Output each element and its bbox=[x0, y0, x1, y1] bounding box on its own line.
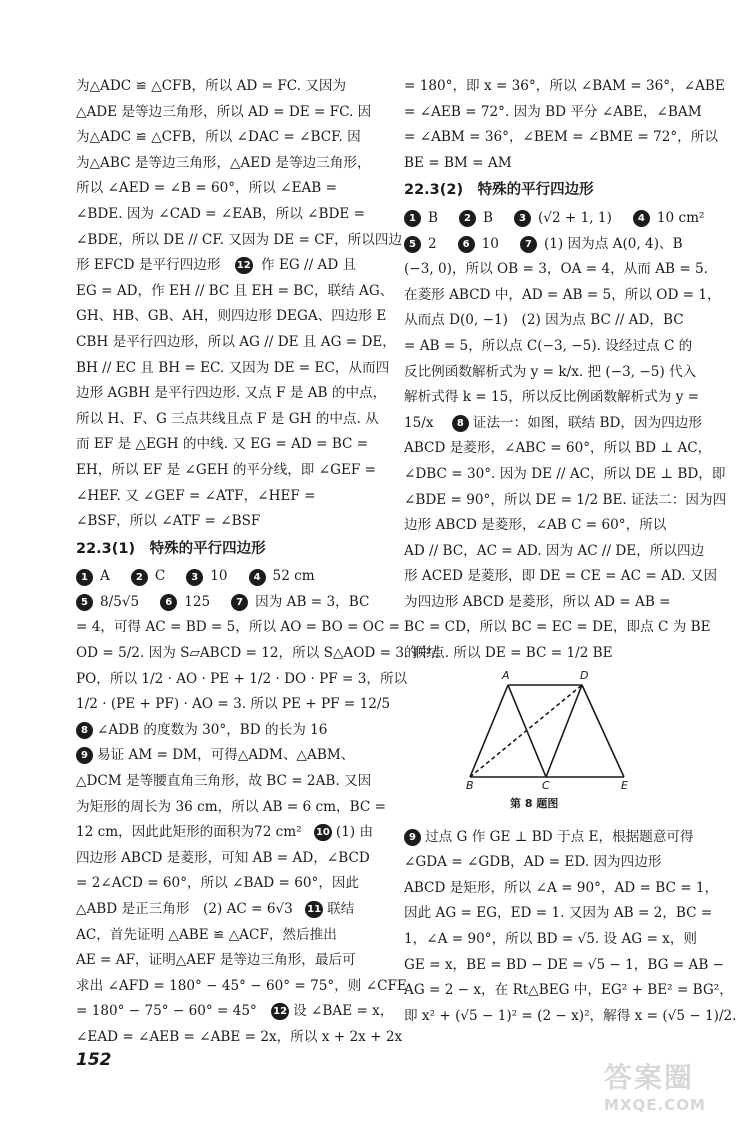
segment-bd-dashed bbox=[470, 685, 582, 777]
text-line: CBH 是平行四边形，所以 AG // DE 且 AG = DE， bbox=[76, 333, 396, 350]
question-number-badge: 6 bbox=[160, 594, 177, 611]
text-line: 为矩形的周长为 36 cm，所以 AB = 6 cm，BC = bbox=[76, 798, 386, 815]
text-line: = 180°，即 x = 36°，所以 ∠BAM = 36°，∠ABE bbox=[404, 78, 725, 94]
question-number-badge: 4 bbox=[249, 569, 266, 586]
answer-row bbox=[76, 564, 376, 590]
text-line: 1/2 · (PE + PF) · AO = 3. 所以 PE + PF = 12/5 bbox=[76, 696, 391, 713]
answer-value: (√2 + 1, 1) bbox=[538, 209, 612, 226]
answer-value: 52 cm bbox=[272, 568, 315, 585]
text-line: ∠BSF，所以 ∠ATF = ∠BSF bbox=[76, 513, 261, 530]
answer-value: 125 bbox=[184, 593, 211, 610]
text-line: 在菱形 ABCD 中，AD = AB = 5，所以 OD = 1， bbox=[404, 286, 721, 303]
answer-value: C bbox=[154, 568, 166, 585]
answer-row bbox=[404, 232, 704, 258]
text-line: 9 过点 G 作 GE ⊥ BD 于点 E，根据题意可得 bbox=[404, 825, 704, 851]
answer-text: 因为 AB = 3，BC bbox=[255, 593, 370, 610]
text-line: AC，首先证明 △ABE ≌ △ACF，然后推出 bbox=[76, 926, 337, 943]
text-line: 求出 ∠AFD = 180° − 45° − 60° = 75°，则 ∠CFE bbox=[76, 977, 407, 994]
question-number-badge: 9 bbox=[404, 829, 421, 846]
text-line: = ∠ABM = 36°，∠BEM = ∠BME = 72°，所以 bbox=[404, 129, 718, 146]
question-number-badge: 2 bbox=[131, 569, 148, 586]
question-number-badge: 2 bbox=[459, 210, 476, 227]
text-line: △ADE 是等边三角形，所以 AD = DE = FC. 因 bbox=[76, 103, 372, 120]
text-line: 而 EF 是 △EGH 的中线. 又 EG = AD = BC = bbox=[76, 436, 369, 453]
text-line: 因此 AG = EG，ED = 1. 又因为 AB = 2，BC = bbox=[404, 905, 713, 922]
point-label: C bbox=[542, 778, 550, 792]
text-line: 为四边形 ABCD 是菱形，所以 AD = AB = bbox=[404, 593, 671, 610]
question-number-badge: 12 bbox=[235, 257, 253, 274]
question-number-badge: 3 bbox=[514, 210, 531, 227]
text-line: AE = AF，证明△AEF 是等边三角形，最后可 bbox=[76, 952, 356, 969]
text-line: 8 ∠ADB 的度数为 30°，BD 的长为 16 bbox=[76, 718, 376, 744]
point-label: E bbox=[621, 778, 628, 792]
geometry-figure bbox=[466, 668, 646, 815]
text-line: ∠DBC = 30°. 因为 DE // AC，所以 DE ⊥ BD，即 bbox=[404, 465, 726, 482]
text-line: PO，所以 1/2 · AO · PE + 1/2 · DO · PF = 3，所以 bbox=[76, 670, 408, 687]
point-label: B bbox=[466, 778, 474, 792]
question-number-badge: 9 bbox=[76, 747, 93, 764]
text-line: 反比例函数解析式为 y = k/x. 把 (−3, −5) 代入 bbox=[404, 363, 697, 380]
text-line: ∠HEF. 又 ∠GEF = ∠ATF，∠HEF = bbox=[76, 487, 316, 504]
question-number-badge: 1 bbox=[76, 569, 93, 586]
answer-value: 10 cm² bbox=[656, 209, 705, 226]
text-line: GE = x，BE = BD − DE = √5 − 1，BG = AB − bbox=[404, 956, 725, 973]
text-line: = 180° − 75° − 60° = 45° 12 设 ∠BAE = x， bbox=[76, 1003, 394, 1020]
text-line: ∠BDE = 90°，所以 DE = 1/2 BE. 证法二：因为四 bbox=[404, 491, 727, 508]
question-number-badge: 6 bbox=[458, 236, 475, 253]
section-title: 22.3(1) 特殊的平行四边形 bbox=[76, 540, 266, 557]
point-label: D bbox=[580, 668, 589, 682]
question-number-badge: 8 bbox=[76, 722, 93, 739]
watermark-logo: 答案圈 MXQE.COM bbox=[604, 1061, 706, 1114]
text-line: AD // BC，AC = AD. 因为 AC // DE，所以四边 bbox=[404, 542, 705, 559]
answer-row bbox=[76, 590, 376, 616]
text-line: 四边形 ABCD 是菱形，可知 AB = AD，∠BCD bbox=[76, 849, 370, 866]
segment-ab bbox=[470, 685, 508, 777]
segment-de bbox=[582, 685, 624, 777]
question-number-badge: 1 bbox=[404, 210, 421, 227]
text-line: 15/x 8 证法一：如图，联结 BD，因为四边形 bbox=[404, 414, 702, 431]
answer-value: B bbox=[483, 209, 493, 226]
text-line: ∠BDE，所以 DE // CF. 又因为 DE = CF，所以四边 bbox=[76, 231, 403, 248]
text-line: ABCD 是矩形，所以 ∠A = 90°，AD = BC = 1， bbox=[404, 879, 719, 896]
text-line: = ∠AEB = 72°. 因为 BD 平分 ∠ABE，∠BAM bbox=[404, 103, 702, 120]
question-number-badge: 7 bbox=[231, 594, 248, 611]
text-line: ∠EAD = ∠AEB = ∠ABE = 2x，所以 x + 2x + 2x bbox=[76, 1028, 403, 1045]
question-number-badge: 11 bbox=[305, 901, 323, 918]
page-number: 152 bbox=[76, 1050, 112, 1070]
text-line: △ABD 是正三角形 (2) AC = 6√3 11 联结 bbox=[76, 901, 355, 917]
text-line: BC = CD，所以 BC = EC = DE，即点 C 为 BE bbox=[404, 619, 711, 636]
answer-value: B bbox=[428, 209, 438, 226]
text-line: 1，∠A = 90°，所以 BD = √5. 设 AG = x，则 bbox=[404, 931, 698, 948]
answer-value: 10 bbox=[481, 235, 499, 252]
text-line: GH、HB、GB、AH，则四边形 DEGA、四边形 E bbox=[76, 308, 387, 325]
text-line: ∠GDA = ∠GDB，AD = ED. 因为四边形 bbox=[404, 854, 662, 871]
text-line: AG = 2 − x，在 Rt△BEG 中，EG² + BE² = BG²， bbox=[404, 982, 733, 999]
text-line: = 2∠ACD = 60°，所以 ∠BAD = 60°，因此 bbox=[76, 875, 360, 892]
question-number-badge: 5 bbox=[404, 236, 421, 253]
right-column bbox=[404, 74, 737, 1029]
text-line: = AB = 5，所以点 C(−3, −5). 设经过点 C 的 bbox=[404, 337, 693, 354]
text-line: = 4，可得 AC = BD = 5，所以 AO = BO = OC = bbox=[76, 619, 401, 636]
text-line: 形 ACED 是菱形，即 DE = CE = AC = AD. 又因 bbox=[404, 568, 718, 585]
text-line: 9 易证 AM = DM，可得△ADM、△ABM、 bbox=[76, 743, 376, 769]
text-line: BE = BM = AM bbox=[404, 154, 512, 171]
question-number-badge: 7 bbox=[520, 236, 537, 253]
question-number-badge: 8 bbox=[452, 415, 469, 432]
text-line: OD = 5/2. 因为 S▱ABCD = 12，所以 S△AOD = 3. 联结 bbox=[76, 645, 440, 662]
text-line: 边形 AGBH 是平行四边形. 又点 F 是 AB 的中点， bbox=[76, 385, 387, 402]
answer-row bbox=[404, 206, 704, 232]
figure-caption: 第 8 题图 bbox=[510, 796, 559, 810]
text-line: 为△ABC 是等边三角形，△AED 是等边三角形， bbox=[76, 154, 371, 171]
point-label: A bbox=[502, 668, 510, 682]
section-title: 22.3(2) 特殊的平行四边形 bbox=[404, 182, 594, 199]
text-line: 边形 ABCD 是菱形，∠AB C = 60°，所以 bbox=[404, 517, 667, 534]
answer-value: A bbox=[100, 568, 110, 585]
text-line: 12 cm，因此此矩形的面积为72 cm² 10 (1) 由 bbox=[76, 824, 374, 841]
question-number-badge: 3 bbox=[186, 569, 203, 586]
text-line: (−3, 0)，所以 OB = 3，OA = 4，从而 AB = 5. bbox=[404, 261, 709, 278]
text-line: 所以 H、F、G 三点共线且点 F 是 GH 的中点. 从 bbox=[76, 410, 379, 427]
answer-value: 8/5√5 bbox=[100, 593, 140, 610]
text-line: EG = AD，作 EH // BC 且 EH = BC，联结 AG、 bbox=[76, 282, 394, 299]
question-number-badge: 5 bbox=[76, 594, 93, 611]
answer-value: 10 bbox=[210, 568, 228, 585]
text-line: ABCD 是菱形，∠ABC = 60°，所以 BD ⊥ AC， bbox=[404, 440, 712, 457]
text-line: 的中点. 所以 DE = BC = 1/2 BE bbox=[404, 645, 613, 662]
text-line: 解析式得 k = 15，所以反比例函数解析式为 y = bbox=[404, 389, 700, 406]
text-line: 所以 ∠AED = ∠B = 60°，所以 ∠EAB = bbox=[76, 180, 338, 197]
answer-text: (1) 因为点 A(0, 4)、B bbox=[543, 235, 683, 252]
text-line: BH // EC 且 BH = EC. 又因为 DE = EC，从而四 bbox=[76, 359, 390, 376]
text-line: 形 EFCD 是平行四边形 12 作 EG // AD 且 bbox=[76, 257, 357, 274]
question-number-badge: 12 bbox=[271, 1003, 289, 1020]
left-column bbox=[76, 74, 440, 1051]
answer-value: 2 bbox=[428, 235, 437, 252]
text-line: 从而点 D(0, −1) (2) 因为点 BC // AD，BC bbox=[404, 312, 684, 329]
text-line: ∠BDE. 因为 ∠CAD = ∠EAB，所以 ∠BDE = bbox=[76, 205, 366, 222]
text-line: △DCM 是等腰直角三角形，故 BC = 2AB. 又因 bbox=[76, 773, 372, 790]
text-line: 为△ADC ≌ △CFB，所以 ∠DAC = ∠BCF. 因 bbox=[76, 129, 361, 146]
text-line: 即 x² + (√5 − 1)² = (2 − x)²，解得 x = (√5 − 1)/2. bbox=[404, 1007, 737, 1024]
text-line: 为△ADC ≌ △CFB，所以 AD = FC. 又因为 bbox=[76, 78, 347, 94]
question-number-badge: 4 bbox=[633, 210, 650, 227]
text-line: EH，所以 EF 是 ∠GEH 的平分线，即 ∠GEF = bbox=[76, 461, 377, 478]
question-number-badge: 10 bbox=[314, 824, 332, 841]
